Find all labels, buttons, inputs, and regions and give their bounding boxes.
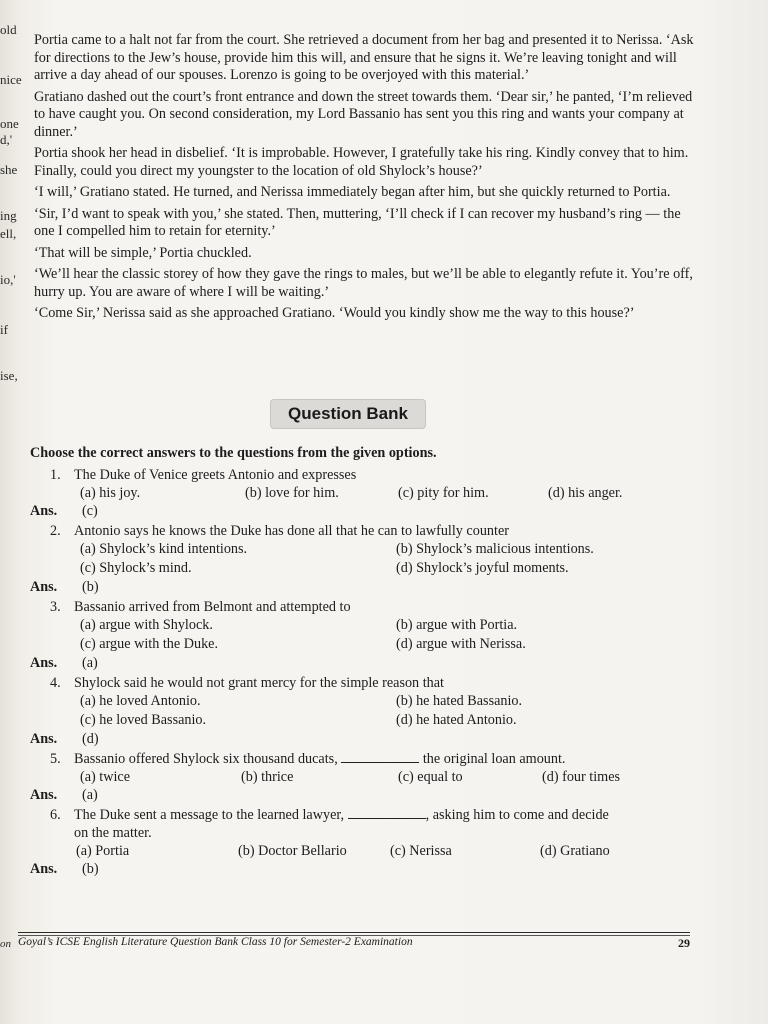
- question-text: on the matter.: [74, 825, 152, 841]
- margin-fragment: ell,: [0, 226, 17, 241]
- margin-fragment: old: [0, 22, 17, 37]
- option: (a) twice: [80, 769, 131, 785]
- option: (b) Doctor Bellario: [238, 843, 347, 859]
- passage-paragraph: ‘That will be simple,’ Portia chuckled.: [34, 244, 252, 261]
- passage-paragraph: Gratiano dashed out the court’s front entrance and down the street towards them. ‘Dear sir,’ he panted, ‘I’m relieved to have caught you. On second consideration, my Lord Bassanio has sent you this ring and wants your company at dinner.’: [34, 88, 693, 140]
- question-text: The Duke sent a message to the learned lawyer,: [74, 807, 345, 823]
- question-number: 5.: [50, 751, 61, 767]
- answer-label: Ans.: [30, 861, 58, 877]
- margin-fragment: one: [0, 116, 19, 131]
- answer-label: Ans.: [30, 731, 58, 747]
- answer-blank: [348, 806, 426, 819]
- answer-label: Ans.: [30, 503, 58, 519]
- option: (d) Shylock’s joyful moments.: [396, 560, 569, 576]
- option: (c) argue with the Duke.: [80, 636, 219, 652]
- margin-fragment: on: [0, 938, 11, 950]
- option: (d) Gratiano: [540, 843, 610, 859]
- question-number: 6.: [50, 807, 61, 823]
- instruction-text: Choose the correct answers to the questions from the given options.: [30, 445, 437, 461]
- option: (d) argue with Nerissa.: [396, 636, 526, 652]
- page-footer: [18, 936, 690, 948]
- option: (c) equal to: [398, 769, 463, 785]
- margin-fragment: if: [0, 322, 8, 337]
- passage-paragraph: ‘Come Sir,’ Nerissa said as she approached Gratiano. ‘Would you kindly show me the way to this house?’: [34, 305, 635, 321]
- option: (c) Shylock’s mind.: [80, 560, 192, 576]
- answer-value: (c): [82, 503, 98, 519]
- margin-fragment: she: [0, 162, 18, 177]
- question-item: [30, 806, 720, 880]
- passage-paragraph: ‘I will,’ Gratiano stated. He turned, and Nerissa immediately began after him, but she quickly returned to Portia.: [34, 184, 671, 200]
- answer-label: Ans.: [30, 655, 58, 671]
- question-text: Shylock said he would not grant mercy for the simple reason that: [74, 675, 444, 691]
- answer-label: Ans.: [30, 579, 58, 595]
- option: (a) Portia: [76, 843, 130, 859]
- question-number: 3.: [50, 599, 61, 615]
- option: (d) he hated Antonio.: [396, 712, 517, 728]
- section-title: Question Bank: [270, 399, 426, 429]
- answer-label: Ans.: [30, 787, 58, 803]
- answer-blank: [341, 750, 419, 763]
- answer-value: (b): [82, 579, 99, 595]
- option: (b) Shylock’s malicious intentions.: [396, 541, 594, 557]
- option: (a) he loved Antonio.: [80, 693, 201, 709]
- question-item: [30, 466, 720, 522]
- option: (d) his anger.: [548, 485, 623, 501]
- answer-value: (a): [82, 655, 98, 671]
- question-text: The Duke of Venice greets Antonio and expresses: [74, 467, 357, 483]
- option: (b) thrice: [241, 769, 294, 785]
- question-text: , asking him to come and decide: [425, 807, 609, 823]
- footer-book-title: Goyal’s ICSE English Literature Question Bank Class 10 for Semester-2 Examination: [18, 936, 413, 948]
- question-item: [30, 598, 720, 674]
- margin-fragment: ing: [0, 208, 17, 223]
- option: (b) love for him.: [245, 485, 339, 501]
- question-number: 1.: [50, 467, 61, 483]
- question-item: [30, 674, 720, 750]
- question-text: Antonio says he knows the Duke has done all that he can to lawfully counter: [74, 523, 509, 539]
- answer-value: (a): [82, 787, 98, 803]
- option: (c) he loved Bassanio.: [80, 712, 207, 728]
- passage-paragraph: ‘We’ll hear the classic storey of how they gave the rings to males, but we’ll be able to elegantly refute it. You’re off, hurry up. You are aware of where I will be waiting.’: [34, 266, 693, 300]
- option: (b) he hated Bassanio.: [396, 693, 523, 709]
- question-item: [30, 522, 720, 598]
- margin-fragment: io,': [0, 272, 16, 287]
- option: (d) four times: [542, 769, 621, 785]
- story-passage: [34, 32, 698, 327]
- answer-value: (b): [82, 861, 99, 877]
- question-text: the original loan amount.: [422, 751, 566, 767]
- margin-fragment: nice: [0, 72, 22, 87]
- question-item: [30, 750, 720, 806]
- passage-paragraph: Portia came to a halt not far from the court. She retrieved a document from her bag and presented it to Nerissa. ‘Ask for directions to the Jew’s house, provide him this will, and ensure that he signs it. We’re leaving tonight and will arrive a day ahead of our spouses. Lorenzo is going to be overjoyed with this material.’: [34, 32, 694, 83]
- option: (a) his joy.: [80, 485, 141, 501]
- option: (a) Shylock’s kind intentions.: [80, 541, 248, 557]
- option: (b) argue with Portia.: [396, 617, 518, 633]
- option: (c) pity for him.: [398, 485, 489, 501]
- page-number: 29: [678, 936, 690, 950]
- option: (c) Nerissa: [390, 843, 452, 859]
- footer-rule: [18, 932, 690, 933]
- question-number: 4.: [50, 675, 61, 691]
- passage-paragraph: ‘Sir, I’d want to speak with you,’ she stated. Then, muttering, ‘I’ll check if I can recover my husband’s ring — the one I compelled him to retain for eternity.’: [34, 205, 681, 239]
- question-number: 2.: [50, 523, 61, 539]
- passage-paragraph: Portia shook her head in disbelief. ‘It is improbable. However, I gratefully take his ring. Kindly convey that to him. Finally, could you direct my youngster to the location of old Shylock’s house?’: [34, 145, 689, 179]
- question-text: Bassanio arrived from Belmont and attempted to: [74, 599, 351, 615]
- margin-fragment: d,': [0, 132, 13, 147]
- question-list: [30, 466, 720, 880]
- option: (a) argue with Shylock.: [80, 617, 213, 633]
- question-text: Bassanio offered Shylock six thousand ducats,: [74, 751, 338, 767]
- answer-value: (d): [82, 731, 99, 747]
- margin-fragment: ise,: [0, 368, 18, 383]
